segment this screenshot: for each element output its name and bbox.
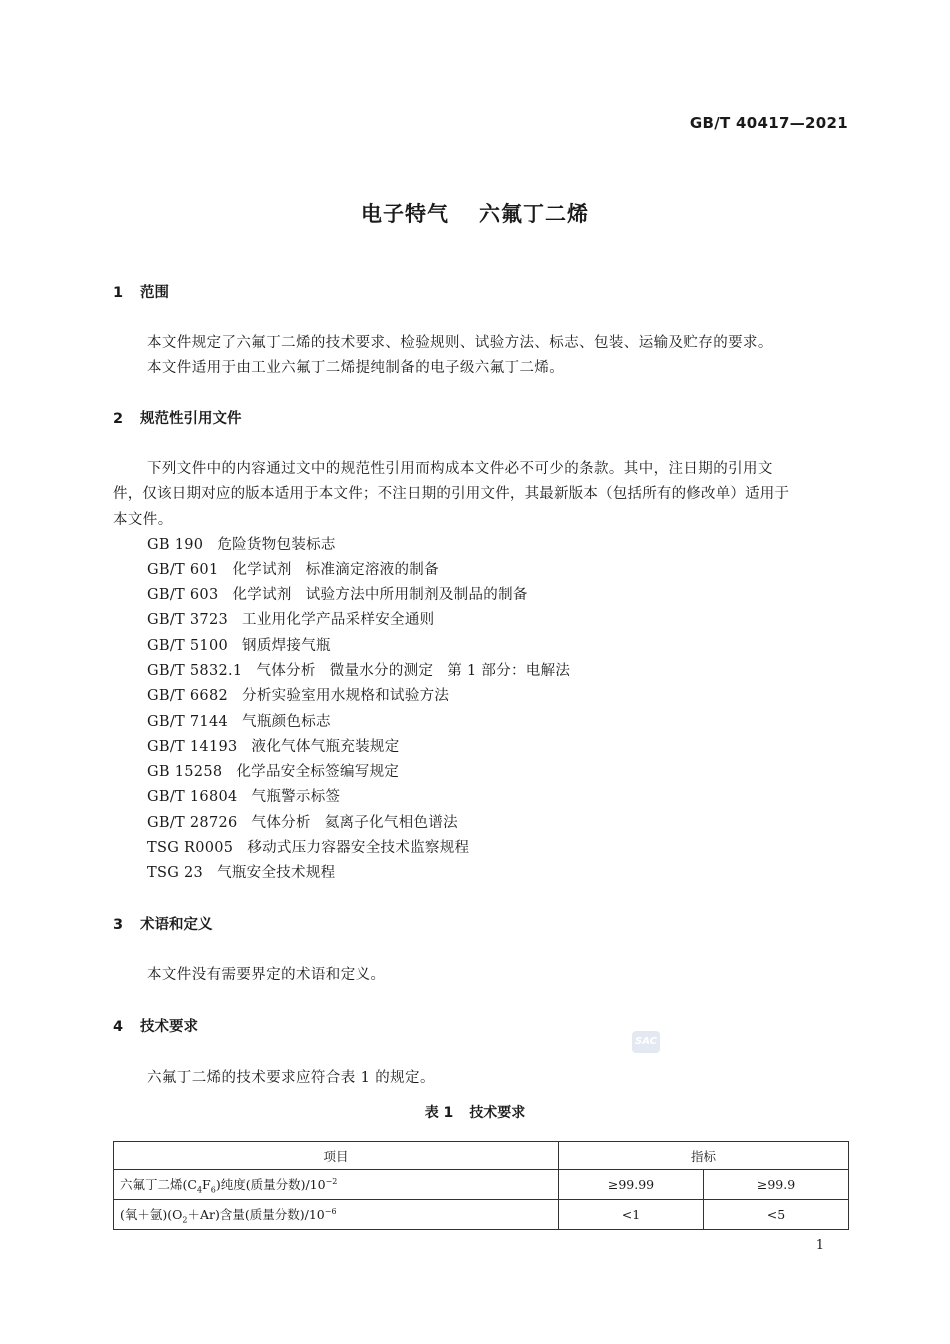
technical-requirements-table [113, 1141, 849, 1230]
section-3-paragraph: 本文件没有需要界定的术语和定义。 [147, 967, 386, 983]
table-1-caption: 表 1 技术要求 [424, 1105, 526, 1121]
reference-item: TSG R0005 移动式压力容器安全技术监察规程 [147, 840, 470, 856]
reference-item: GB/T 14193 液化气体气瓶充装规定 [147, 739, 400, 755]
table-cell-item: (氧＋氩)$(O_2+Ar)$含量(质量分数)$/10^{-6}$ [114, 1200, 559, 1230]
reference-item: GB/T 16804 气瓶警示标签 [147, 789, 341, 805]
section-2-intro-line-2: 件，仅该日期对应的版本适用于本文件；不注日期的引用文件，其最新版本（包括所有的修改单）适用于 [113, 486, 790, 502]
table-row [114, 1200, 849, 1230]
reference-item: GB 15258 化学品安全标签编写规定 [147, 764, 400, 780]
section-1-paragraph-1: 本文件规定了六氟丁二烯的技术要求、检验规则、试验方法、标志、包装、运输及贮存的要求。 [147, 335, 773, 351]
section-4-paragraph: 六氟丁二烯的技术要求应符合表 1 的规定。 [147, 1070, 435, 1086]
section-4-heading: 4 技术要求 [113, 1019, 198, 1035]
reference-item: GB/T 6682 分析实验室用水规格和试验方法 [147, 688, 450, 704]
table-cell-value: <5 [704, 1200, 849, 1230]
table-cell-value: ≥99.9 [704, 1170, 849, 1200]
table-cell-value: ≥99.99 [559, 1170, 704, 1200]
column-header-item: 项目 [114, 1142, 559, 1170]
table-row [114, 1170, 849, 1200]
reference-item: GB/T 601 化学试剂 标准滴定溶液的制备 [147, 562, 439, 578]
reference-item: GB/T 28726 气体分析 氦离子化气相色谱法 [147, 815, 458, 831]
section-3-heading: 3 术语和定义 [113, 917, 213, 933]
table-header-row [114, 1142, 849, 1170]
title-part-2: 六氟丁二烯 [479, 202, 589, 226]
table-cell-value: <1 [559, 1200, 704, 1230]
reference-item: GB/T 5832.1 气体分析 微量水分的测定 第 1 部分：电解法 [147, 663, 571, 679]
reference-item: GB/T 7144 气瓶颜色标志 [147, 714, 331, 730]
reference-item: TSG 23 气瓶安全技术规程 [147, 865, 336, 881]
reference-item: GB 190 危险货物包装标志 [147, 537, 336, 553]
section-1-heading: 1 范围 [113, 285, 169, 301]
reference-item: GB/T 3723 工业用化学产品采样安全通则 [147, 612, 435, 628]
title-part-1: 电子特气 [361, 202, 449, 226]
standard-code: GB/T 40417—2021 [689, 114, 848, 132]
section-2-intro-line-3: 本文件。 [113, 512, 173, 528]
document-title [0, 198, 950, 228]
page-number: 1 [815, 1238, 824, 1253]
section-2-intro-line-1: 下列文件中的内容通过文中的规范性引用而构成本文件必不可少的条款。其中，注日期的引用文 [147, 461, 773, 477]
table-cell-item: 六氟丁二烯$(C_4F_6)$纯度(质量分数)$/10^{-2}$ [114, 1170, 559, 1200]
section-1-paragraph-2: 本文件适用于由工业六氟丁二烯提纯制备的电子级六氟丁二烯。 [147, 360, 565, 376]
reference-item: GB/T 603 化学试剂 试验方法中所用制剂及制品的制备 [147, 587, 528, 603]
column-header-spec: 指标 [559, 1142, 849, 1170]
sac-watermark-logo: SAC [632, 1031, 660, 1053]
reference-item: GB/T 5100 钢质焊接气瓶 [147, 638, 331, 654]
section-2-heading: 2 规范性引用文件 [113, 411, 242, 427]
